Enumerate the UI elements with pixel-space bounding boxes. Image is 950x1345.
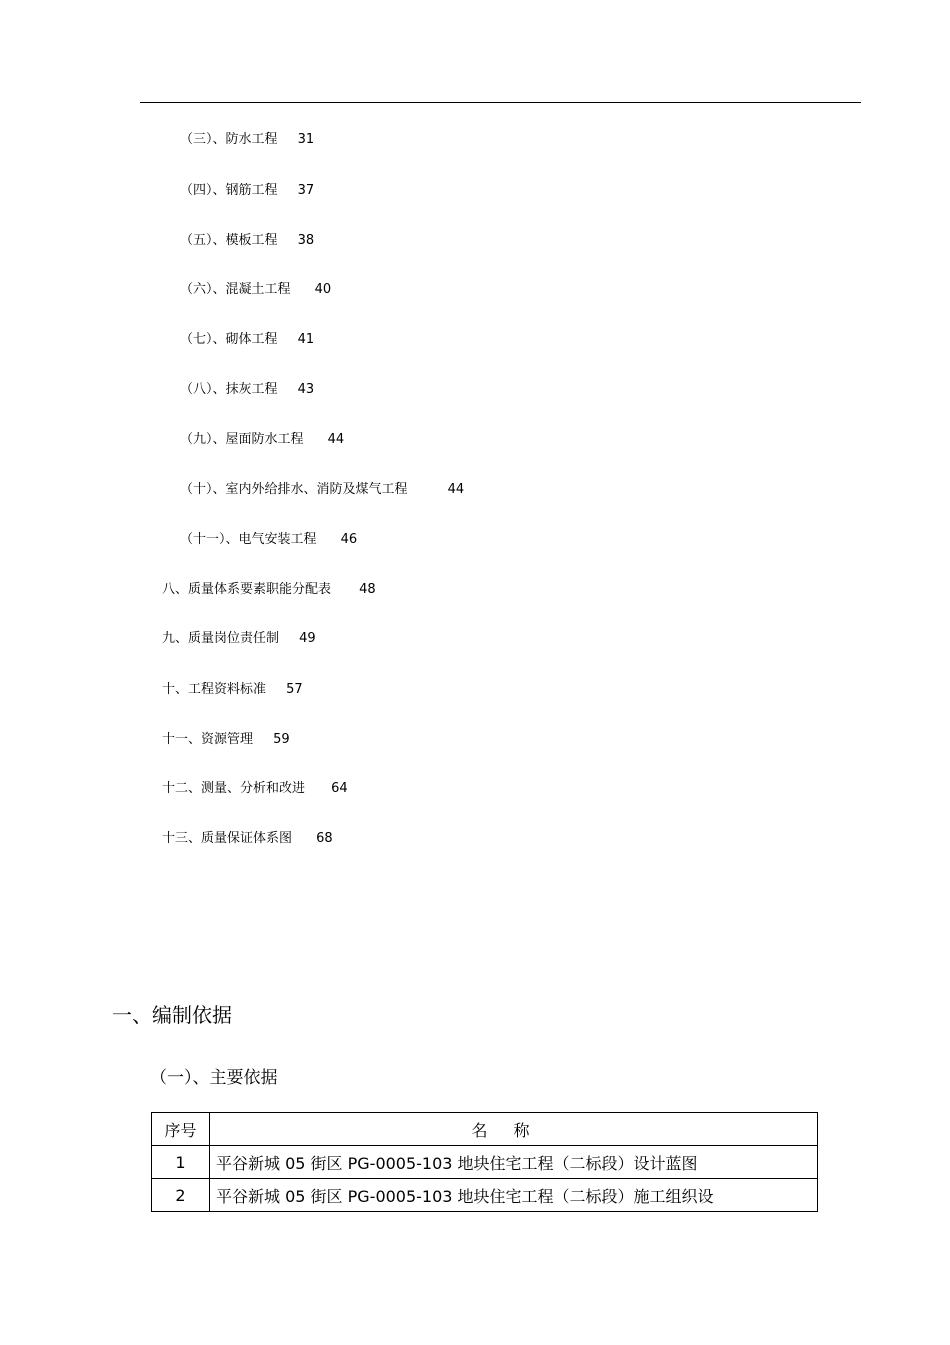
- toc-item-label: 十、工程资料标准: [162, 682, 267, 697]
- toc-item[interactable]: [180, 431, 344, 449]
- toc-item[interactable]: [162, 780, 348, 798]
- section-subtitle: （一）、主要依据: [150, 1068, 278, 1088]
- cell-index: 2: [152, 1179, 210, 1212]
- toc-item[interactable]: [180, 232, 314, 250]
- toc-item[interactable]: [180, 531, 357, 549]
- toc-item[interactable]: [180, 131, 314, 149]
- toc-item-page: 57: [286, 682, 303, 697]
- toc-item-page: 48: [359, 582, 376, 597]
- cell-name: 平谷新城 05 街区 PG-0005-103 地块住宅工程（二标段）设计蓝图: [210, 1146, 818, 1179]
- toc-item-page: 49: [299, 631, 316, 646]
- toc-item-label: （十）、室内外给排水、消防及煤气工程: [180, 482, 408, 497]
- toc-item[interactable]: [162, 731, 290, 749]
- toc-item[interactable]: [180, 281, 331, 299]
- toc-item-label: 十二、测量、分析和改进: [162, 781, 306, 796]
- toc-item-label: （十一）、电气安装工程: [180, 532, 317, 547]
- toc-item[interactable]: [162, 581, 376, 599]
- toc-item-label: 十三、质量保证体系图: [162, 831, 293, 846]
- cell-name: 平谷新城 05 街区 PG-0005-103 地块住宅工程（二标段）施工组织设: [210, 1179, 818, 1212]
- toc-item[interactable]: [180, 182, 314, 200]
- toc-item-page: 31: [297, 132, 315, 147]
- toc-item-page: 68: [316, 831, 333, 846]
- toc-item-page: 64: [331, 781, 348, 796]
- toc-item[interactable]: [180, 381, 314, 399]
- toc-item-page: 43: [297, 382, 315, 397]
- toc-item[interactable]: [162, 830, 333, 848]
- toc-item-page: 44: [447, 482, 465, 497]
- toc-item-page: 37: [297, 183, 315, 198]
- toc-item-page: 44: [327, 432, 345, 447]
- toc-item-label: （七）、砌体工程: [180, 332, 278, 347]
- toc-item-label: （三）、防水工程: [180, 132, 278, 147]
- toc-item[interactable]: [162, 630, 316, 648]
- header-index: 序号: [152, 1113, 210, 1146]
- toc-item[interactable]: [180, 331, 314, 349]
- toc-item[interactable]: [162, 681, 303, 699]
- toc-item-page: 40: [314, 282, 332, 297]
- toc-item-page: 59: [273, 732, 290, 747]
- header-name: 名称: [210, 1113, 818, 1146]
- table-row: [152, 1146, 818, 1179]
- header-rule: [140, 102, 861, 103]
- toc-item-label: （四）、钢筋工程: [180, 183, 278, 198]
- toc-item-label: （六）、混凝土工程: [180, 282, 291, 297]
- toc-item-page: 41: [297, 332, 315, 347]
- cell-index: 1: [152, 1146, 210, 1179]
- toc-item-label: 九、质量岗位责任制: [162, 631, 280, 646]
- toc-item-page: 38: [297, 233, 315, 248]
- toc-item-label: （九）、屋面防水工程: [180, 432, 304, 447]
- section-title: 一、编制依据: [112, 1003, 232, 1027]
- toc-item-page: 46: [340, 532, 358, 547]
- table-header-row: [152, 1113, 818, 1146]
- toc-item-label: （五）、模板工程: [180, 233, 278, 248]
- table-row: [152, 1179, 818, 1212]
- toc-item-label: 八、质量体系要素职能分配表: [162, 582, 332, 597]
- toc-item-label: （八）、抹灰工程: [180, 382, 278, 397]
- toc-item-label: 十一、资源管理: [162, 732, 254, 747]
- toc-item[interactable]: [180, 481, 464, 499]
- basis-table: [151, 1112, 818, 1212]
